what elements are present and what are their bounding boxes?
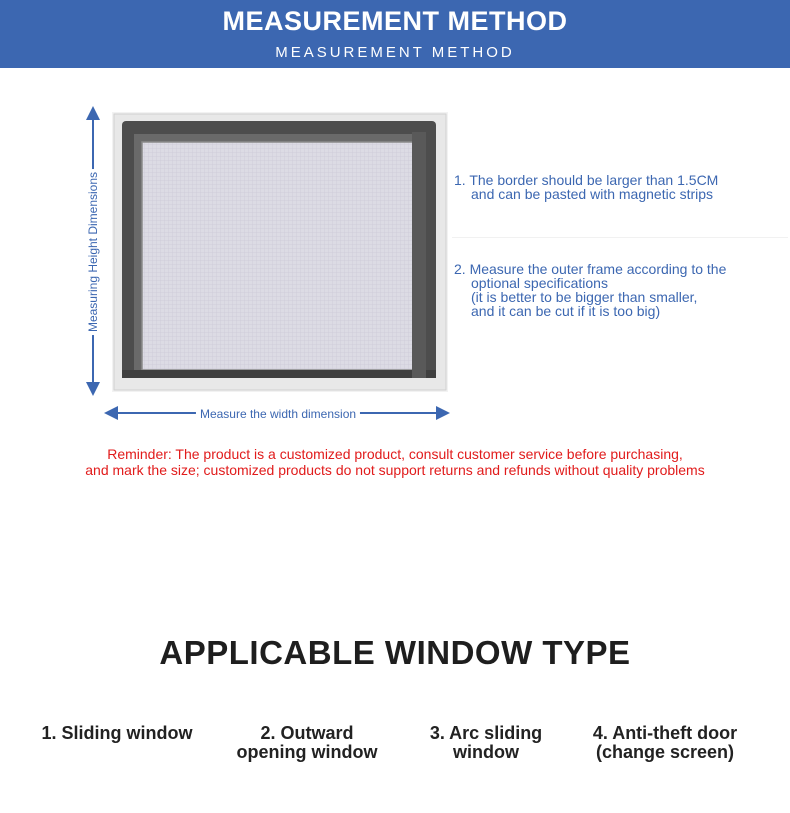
section-title: APPLICABLE WINDOW TYPE	[159, 634, 631, 671]
window-type-anti-theft-door	[593, 724, 737, 762]
note-2-line2: optional specifications	[471, 275, 608, 291]
note-1-line1: 1. The border should be larger than 1.5CM	[454, 172, 719, 188]
header-banner	[0, 0, 790, 68]
window-type-outward	[237, 724, 378, 762]
window-type-line1: 3. Arc sliding	[429, 723, 543, 743]
note-2-line1: 2. Measure the outer frame according to the	[454, 261, 727, 277]
width-dimension-label: Measure the width dimension	[196, 407, 360, 421]
window-type-line1: 1. Sliding window	[41, 723, 193, 743]
note-2-line4: and it can be cut if it is too big)	[471, 303, 661, 319]
note-1-line2: and can be pasted with magnetic strips	[471, 186, 714, 202]
divider	[452, 237, 788, 238]
height-dimension-label: Measuring Height Dimensions	[86, 169, 100, 335]
window-type-line2: (change screen)	[595, 742, 735, 762]
window-type-line2: window	[452, 742, 519, 762]
note-1	[454, 173, 718, 201]
header-title: MEASUREMENT METHOD	[222, 6, 568, 36]
reminder-line1: Reminder: The product is a customized product, consult customer service before purchasing,	[107, 446, 683, 462]
reminder-text	[0, 446, 790, 478]
window-screen-image	[112, 112, 448, 392]
header-subtitle: MEASUREMENT METHOD	[275, 44, 515, 61]
window-type-line1: 4. Anti-theft door	[592, 723, 738, 743]
window-type-line2: opening window	[236, 742, 378, 762]
window-type-line1: 2. Outward	[260, 723, 354, 743]
window-type-arc-sliding	[430, 724, 542, 762]
note-2-line3: (it is better to be bigger than smaller,	[471, 289, 698, 305]
note-2	[454, 262, 726, 318]
reminder-line2: and mark the size; customized products do not support returns and refunds without quality problems	[85, 462, 705, 478]
window-type-sliding	[42, 724, 193, 743]
